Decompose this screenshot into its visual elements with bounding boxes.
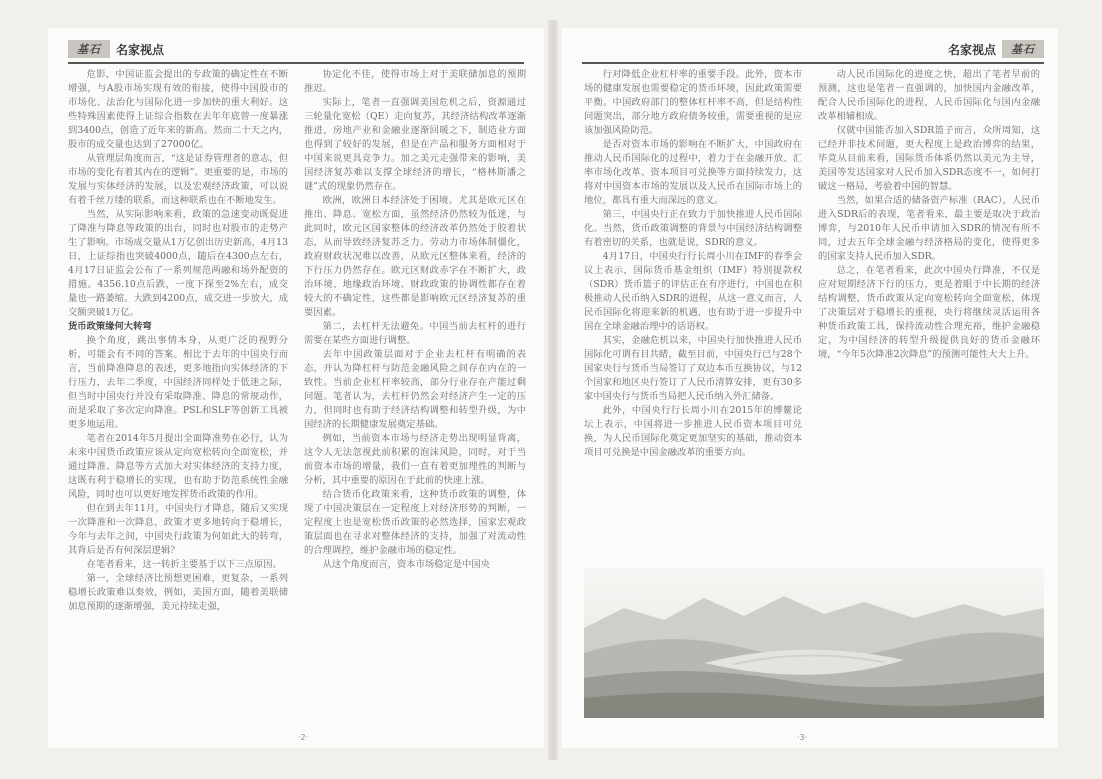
left-page (48, 28, 544, 748)
left-header (68, 38, 164, 60)
header-rule (582, 62, 1044, 64)
section-title: 名家视点 (947, 42, 996, 57)
paragraph: 是否对资本市场的影响在不断扩大，中国政府在推动人民币国际化的过程中，着力于在金融开放、汇率市场化改革、资本项目可兑换等方面持续发力，这将对中国资本市场的发展以及人民币在国际市场上的地位，都具有重大而深远的意义。 (584, 139, 802, 206)
left-column-2 (304, 68, 526, 732)
paragraph: 笔者在2014年5月提出全面降准势在必行，认为未来中国货币政策应该从定向宽松转向全面宽松，并通过降准、降息等方式加大对实体经济的支持力度，这既有利于稳增长的实现，也有助于防范系统性金融风险，同时也可以更好地发挥货币政策的作用。 (68, 433, 288, 500)
paragraph: 第三，中国央行正在致力于加快推进人民币国际化。当然，货币政策调整的背景与中国经济结构调整有着密切的关系，也就是说，SDR的意义。 (584, 209, 802, 248)
magazine-logo: 基石 (68, 40, 110, 58)
paragraph: 总之，在笔者看来，此次中国央行降准，不仅是应对短期经济下行的压力，更是着眼于中长期的经济结构调整，货币政策从定向宽松转向全面宽松，体现了决策层对于稳增长的重视，央行将继续灵活运用各种货币政策工具，保持流动性合理充裕，维护金融稳定，为中国经济的转型升级提供良好的货币金融环境，“今年5次降准2次降息”的预测可能性大大上升。 (818, 265, 1040, 360)
paragraph: 当然，如果合适的储备资产标准（RAC），人民币进入SDR后的表现，笔者看来，最主要是取决于政治博弈，与2010年人民币申请加入SDR的情况有所不同，过去五年全球金融与经济格局的变化，使得更多的国家支持人民币加入SDR。 (818, 195, 1040, 262)
paragraph: 第二，去杠杆无法避免。中国当前去杠杆的进行需要在某些方面进行调整。 (304, 321, 526, 346)
paragraph: 实际上，笔者一直强调美国危机之后，资源通过三轮量化宽松（QE）走向复苏，其经济结构改革逐渐推进，房地产业和金融业逐渐回暖之下，制造业方面也得到了较好的发展，但是在产品和服务方面相对于中国来说更具竞争力。加之美元走强带来的影响，美国经济复苏难以支撑全球经济的增长，“格林斯潘之谜”式的现象仍然存在。 (304, 97, 526, 192)
paragraph: 第一，全球经济比预想更困难，更复杂，一系列稳增长政策难以奏效，例如，美国方面，随着美联储加息预期的逐渐增强，美元持续走强， (68, 573, 288, 612)
paragraph: 但在到去年11月，中国央行才降息，随后又实现一次降准和一次降息，政策才更多地转向于稳增长，今年与去年之间，中国央行政策为何如此大的转弯，其背后是否有何深层逻辑？ (68, 503, 288, 556)
paragraph: 欧洲，欧洲日本经济处于困境。尤其是欧元区在推出、降息、宽松方面，虽然经济仍然较为低迷，与此同时，欧元区国家整体的经济改革仍然处于胶着状态，从而导致经济复苏乏力。劳动力市场体制僵化，政府财政状况难以改善，从欧元区整体来看，经济的下行压力仍然存在。欧元区财政赤字在不断扩大，政治环境、地缘政治环境、财政政策的协调性都存在着较大的不确定性，这些都是影响欧元区经济复苏的重要因素。 (304, 195, 526, 318)
magazine-logo: 基石 (1002, 40, 1044, 58)
paragraph: 此外，中国央行行长周小川在2015年的博鳌论坛上表示，中国将进一步推进人民币资本项目可兑换，为人民币国际化奠定更加坚实的基础，推动资本项目可兑换是中国金融改革的重要方向。 (584, 405, 802, 458)
paragraph: 换个角度，跳出事情本身，从更广泛的视野分析，可能会有不同的答案。相比于去年的中国央行而言，当前降准降息的表述，更多地指向实体经济的下行压力，去年二季度，中国经济同样处于低迷之际，但当时中国央行并没有采取降准、降息的常规动作，而是采取了多次定向降准。PSL和SLF等创新工具被更多地运用。 (68, 335, 288, 430)
header-rule (68, 62, 524, 64)
paragraph: 从管理层角度而言，“这是证券管理者的意志，但市场的变化有着其内在的逻辑”。更重要的是，市场的发展与实体经济的发展，以及宏观经济政策，可以说有着千丝万缕的联系，而这种联系也在不断地发生。 (68, 153, 288, 206)
page-number: ·3· (797, 733, 808, 742)
paragraph: 行对降低企业杠杆率的重要手段。此外，资本市场的健康发展也需要稳定的货币环境，因此政策需要平衡。中国政府部门的整体杠杆率不高，但是结构性问题突出，部分地方政府债务较重，需要重视的是应该加强风险防范。 (584, 69, 802, 136)
paragraph: 从这个角度而言，资本市场稳定是中国央 (322, 559, 490, 570)
page-number: ·2· (298, 733, 309, 742)
right-column-1 (584, 68, 802, 556)
left-column-1 (68, 68, 288, 732)
paragraph: 结合货币化政策来看，这种货币政策的调整，体现了中国决策层在一定程度上对经济形势的判断，一定程度上也是宽松货币政策的必然选择，国家宏观政策层面也在寻求对整体经济的支持，加强了对流动性的合理调控，维护金融市场的稳定性。 (304, 489, 526, 556)
right-page (562, 28, 1058, 748)
paragraph: 其实，金融危机以来，中国央行加快推进人民币国际化可谓有目共睹，截至目前，中国央行已与28个国家央行与货币当局签订了双边本币互换协议，与12个国家和地区央行签订了人民币清算安排，更有30多家中国央行与货币当局把人民币纳入外汇储备。 (584, 335, 802, 402)
subheading: 货币政策缘何大转弯 (68, 321, 152, 332)
center-gutter (548, 20, 558, 760)
paragraph: 动人民币国际化的进度之快，超出了笔者早前的预测，这也是笔者一直强调的，加快国内金融改革，配合人民币国际化的进程，人民币国际化与国内金融改革相辅相成。 (818, 69, 1040, 122)
paragraph: 协定化不佳，使得市场上对于美联储加息的预期推迟。 (304, 69, 526, 94)
paragraph: 在笔者看来，这一转折主要基于以下三点原因。 (86, 559, 282, 570)
paragraph: 危影，中国证监会提出的专政策的确定性在不断增强，与A股市场实现有效的衔接，使得中国股市的市场化、法治化与国际化进一步加快的重大利好。这些特殊因素使得上证综合指数在去年年底曾一度暴涨到3400点，创造了近年来的新高。然而二十天之内，股市的成交量也达到了27000亿。 (68, 69, 288, 150)
right-column-2 (818, 68, 1040, 556)
section-title: 名家视点 (116, 42, 165, 57)
paragraph: 当然，从实际影响来看，政策的急速变动既促进了降准与降息等政策的出台，同时也对股市的走势产生了影响。市场成交量从1万亿创出历史新高，4月13日，上证综指也突破4000点，随后在4300点左右，4月17日证监会公布了一系列规范两融和场外配资的措施。4356.10点后跌，一度下探至2%左右，成交量也一路萎缩。大跌到4200点，成交进一步放大，成交额突破1万亿。 (68, 209, 288, 318)
paragraph: 4月17日，中国央行行长周小川在IMF的春季会议上表示，国际货币基金组织（IMF）特别提款权（SDR）货币篮子的评估正在有序进行，中国也在积极推动人民币纳入SDR的进程，从这一意义而言，人民币国际化将迎来新的机遇，也有助于进一步提升中国在全球金融治理中的话语权。 (584, 251, 802, 332)
landscape-photo (584, 568, 1044, 718)
paragraph: 例如，当前资本市场与经济走势出现明显背离，这令人无法忽视此前积累的泡沫风险，同时，对于当前资本市场的增量，我们一直有着更加理性的判断与分析，其中重要的原因在于此前的快速上涨。 (304, 433, 526, 486)
right-header (948, 38, 1044, 60)
paragraph: 去年中国政策层面对于企业去杠杆有明确的表态，并认为降杠杆与防范金融风险之间存在内在的一致性。当前企业杠杆率较高，部分行业存在产能过剩问题。笔者认为，去杠杆仍然会对经济产生一定的压力，但同时也有助于经济结构调整和转型升级，为中国经济的长期健康发展奠定基础。 (304, 349, 526, 430)
landscape-photo-image (584, 568, 1044, 718)
paragraph: 仅就中国能否加入SDR篮子而言，众所周知，这已经并非技术问题，更大程度上是政治博弈的结果，毕竟从目前来看，国际货币体系仍然以美元为主导，美国等发达国家对人民币加入SDR态度不一，如何打破这一格局，考验着中国的智慧。 (818, 125, 1040, 192)
